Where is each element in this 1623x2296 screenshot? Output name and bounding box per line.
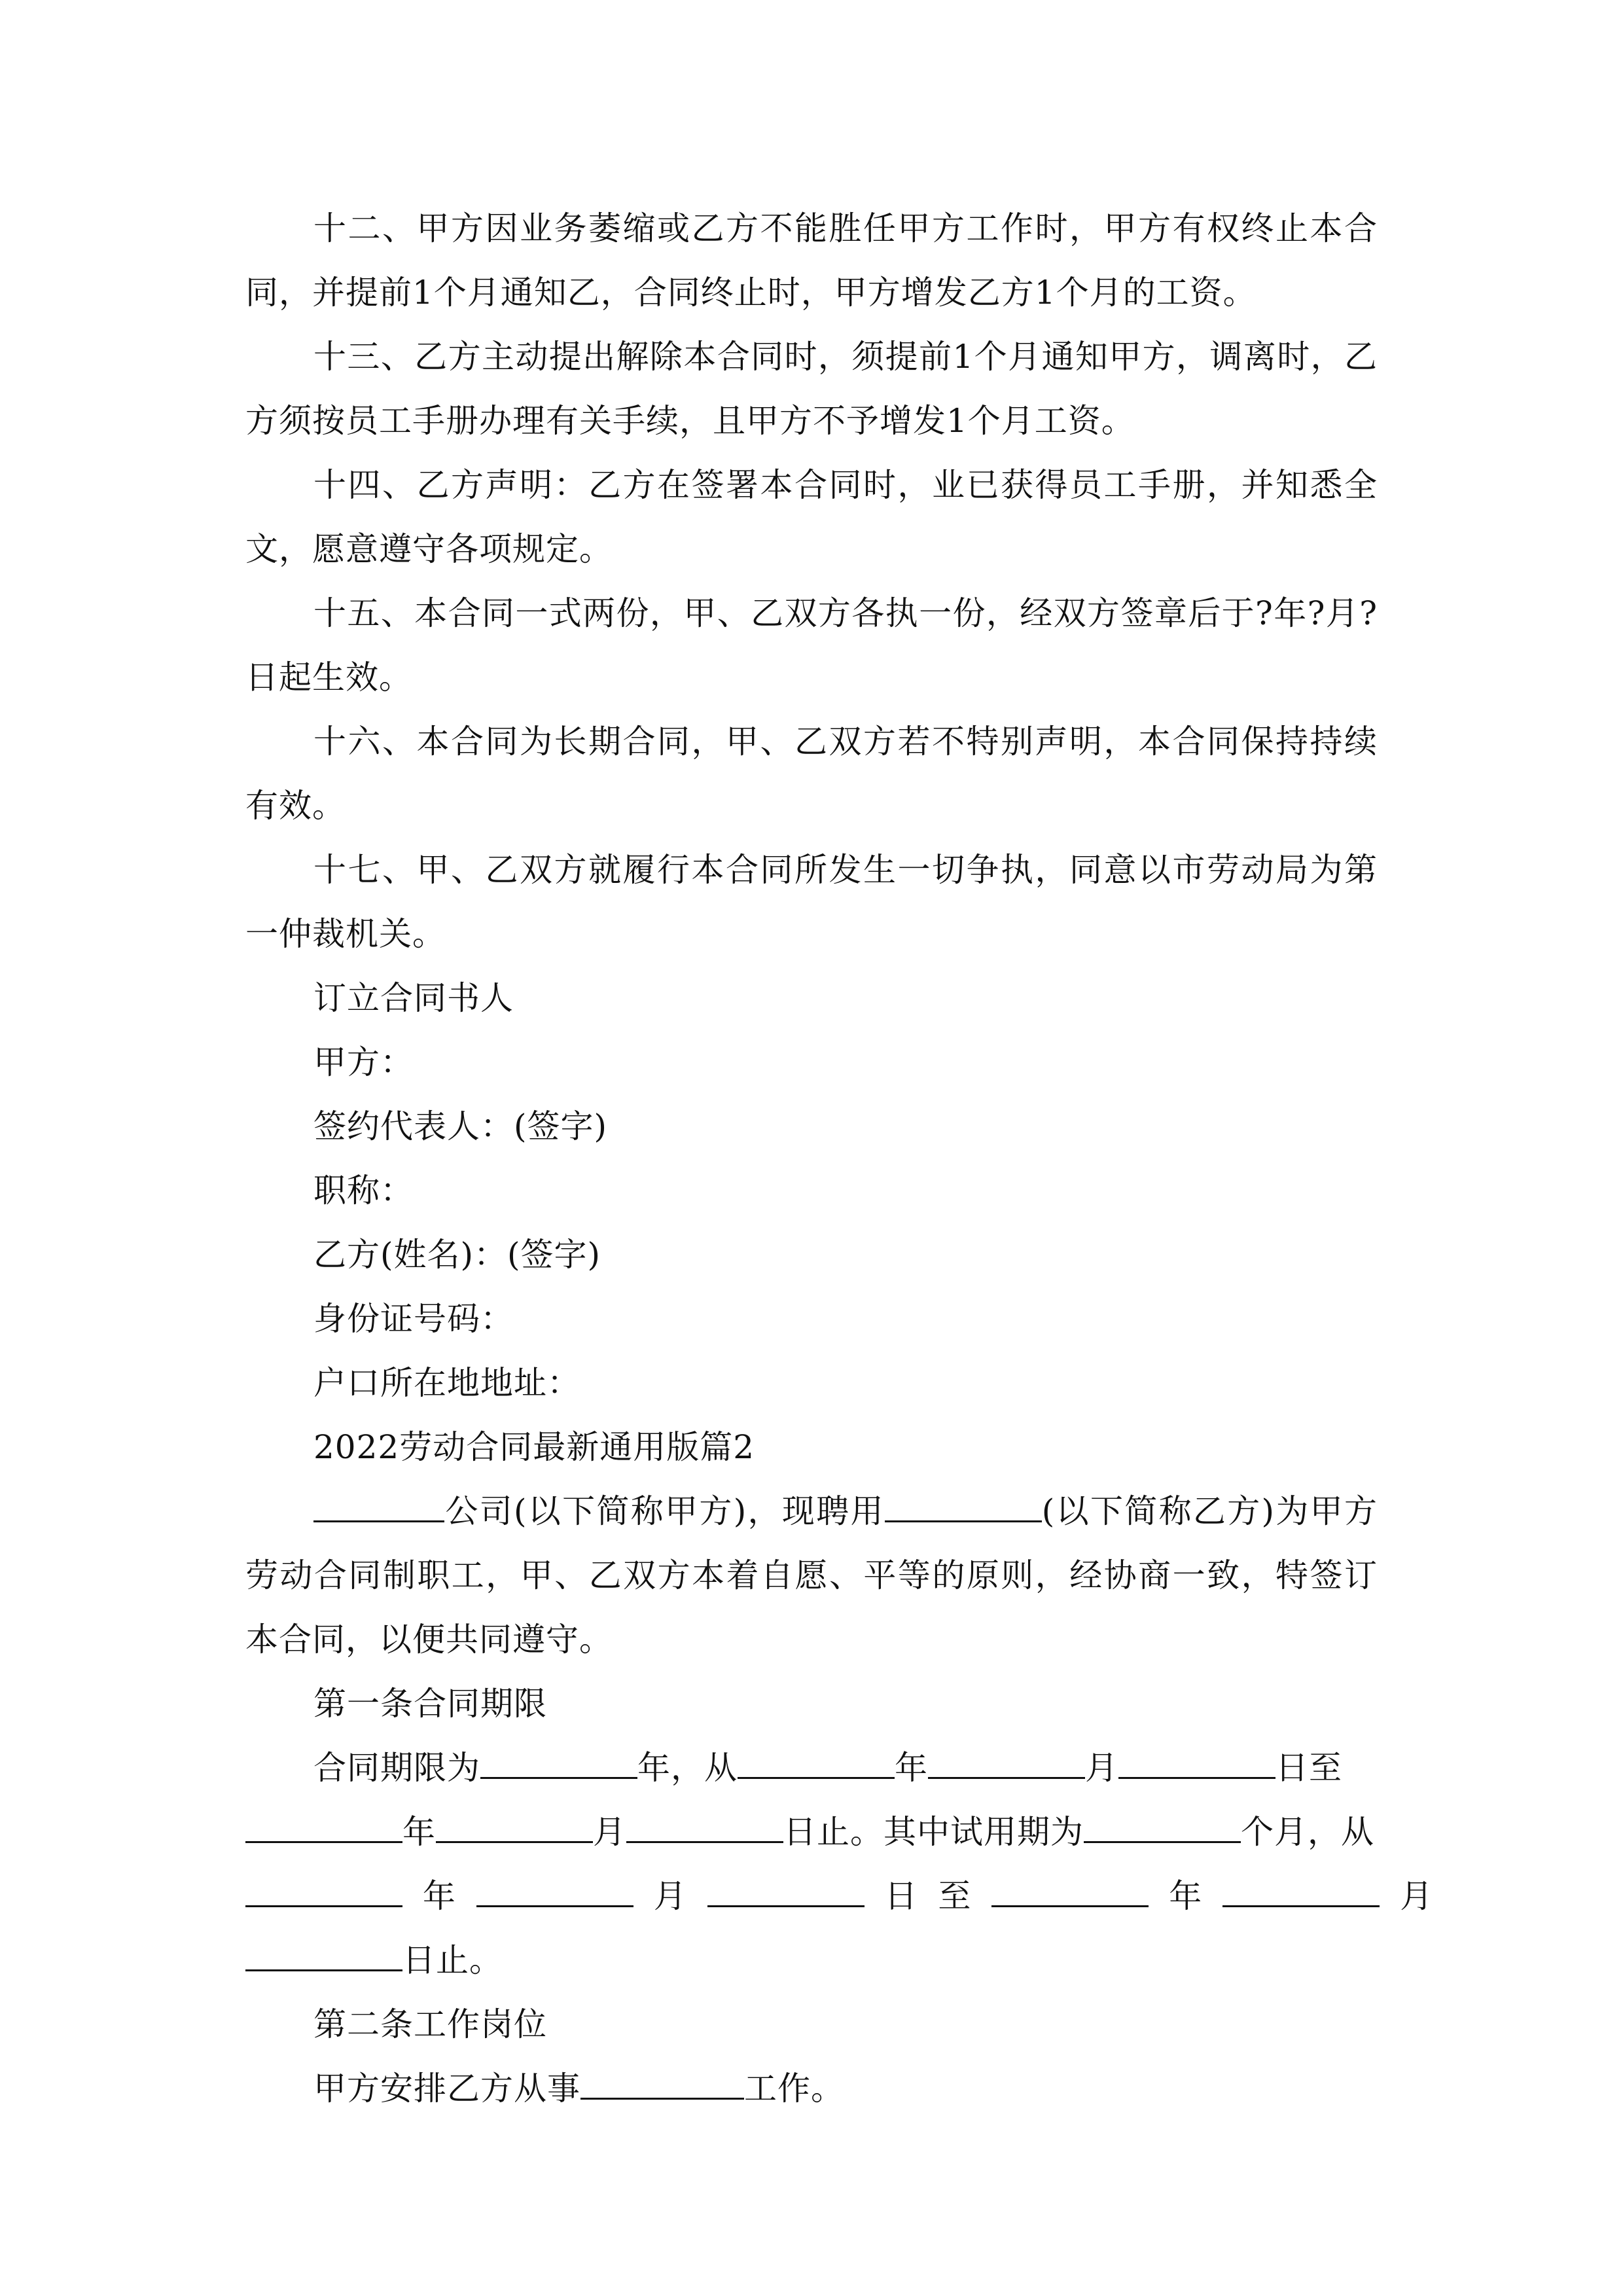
probation-end-day-blank: [245, 1943, 402, 1971]
probation-months-blank: [1084, 1815, 1241, 1843]
article-1-title: 第一条合同期限: [313, 1685, 547, 1723]
company-name-blank: [313, 1494, 444, 1522]
signature-heading: 订立合同书人: [313, 979, 514, 1017]
article-1-line-4: [245, 1928, 1378, 1992]
end-day-blank: [626, 1815, 783, 1843]
clause-12: 十二、甲方因业务萎缩或乙方不能胜任甲方工作时，甲方有权终止本合同，并提前1个月通知乙，合同终止时，甲方增发乙方1个月的工资。: [245, 209, 1378, 312]
article-2-line: [245, 2056, 1378, 2121]
party-a-label: 甲方：: [313, 1043, 414, 1081]
clause-15: 十五、本合同一式两份，甲、乙双方各执一份，经双方签章后于?年?月?日起生效。: [245, 594, 1378, 696]
probation-end-month-blank: [1222, 1879, 1380, 1907]
end-month-blank: [436, 1815, 593, 1843]
probation-start-day-blank: [707, 1879, 865, 1907]
end-year-blank: [245, 1815, 402, 1843]
term-label: 合同期限为: [313, 1749, 480, 1787]
work-label: 工作。: [744, 2070, 844, 2108]
year-label-1: 年: [895, 1749, 928, 1787]
start-year-blank: [738, 1751, 895, 1779]
term-years-blank: [480, 1751, 637, 1779]
probation-start-year-blank: [245, 1879, 402, 1907]
intro-paragraph: [245, 1479, 1378, 1672]
title-label: 职称：: [313, 1172, 414, 1210]
year-from-label: 年，从: [637, 1749, 738, 1787]
id-number-label: 身份证号码：: [313, 1300, 514, 1338]
day-end-label: 日止。: [402, 1941, 503, 1979]
year-label-3: 年: [422, 1877, 456, 1915]
document-page: [245, 196, 1434, 2121]
intro-text-2: (以下简称乙方)为甲方劳动合同制职工，甲、乙双方本着自愿、平等的原则，经协商一致，特签订本合同，以便共同遵守。: [245, 1492, 1378, 1659]
employee-name-blank: [885, 1494, 1042, 1522]
month-label-2: 月: [593, 1813, 626, 1851]
probation-start-month-blank: [476, 1879, 633, 1907]
representative-label: 签约代表人：(签字): [313, 1107, 608, 1145]
clause-17: 十七、甲、乙双方就履行本合同所发生一切争执，同意以市劳动局为第一仲裁机关。: [245, 851, 1378, 953]
month-label-3: 月: [653, 1877, 687, 1915]
article-1-line-3: [245, 1864, 1434, 1928]
month-label-1: 月: [1085, 1749, 1118, 1787]
start-day-blank: [1118, 1751, 1275, 1779]
year-label-2: 年: [402, 1813, 436, 1851]
day-to-label-1: 日至: [1275, 1749, 1342, 1787]
probation-end-year-blank: [991, 1879, 1149, 1907]
day-to-label-2: 日 至: [884, 1877, 972, 1915]
party-b-label: 乙方(姓名)：(签字): [313, 1236, 601, 1274]
article-2-title: 第二条工作岗位: [313, 2005, 547, 2043]
household-address-label: 户口所在地地址：: [313, 1364, 580, 1402]
article-1-line-2: [245, 1800, 1378, 1864]
year-label-4: 年: [1169, 1877, 1203, 1915]
probation-label: 日止。其中试用期为: [783, 1813, 1084, 1851]
start-month-blank: [928, 1751, 1085, 1779]
assign-label: 甲方安排乙方从事: [313, 2070, 580, 2108]
months-from-label: 个月，从: [1241, 1813, 1374, 1851]
clause-16: 十六、本合同为长期合同，甲、乙双方若不特别声明，本合同保持持续有效。: [245, 723, 1378, 825]
intro-text-1: 公司(以下简称甲方)，现聘用: [444, 1492, 885, 1530]
clause-14: 十四、乙方声明：乙方在签署本合同时，业已获得员工手册，并知悉全文，愿意遵守各项规定。: [245, 466, 1378, 568]
article-1-line-1: [245, 1736, 1378, 1800]
section-title: 2022劳动合同最新通用版篇2: [313, 1428, 755, 1466]
job-blank: [580, 2072, 744, 2100]
clause-13: 十三、乙方主动提出解除本合同时，须提前1个月通知甲方，调离时，乙方须按员工手册办理有关手续，且甲方不予增发1个月工资。: [245, 338, 1378, 440]
month-label-4: 月: [1400, 1877, 1434, 1915]
